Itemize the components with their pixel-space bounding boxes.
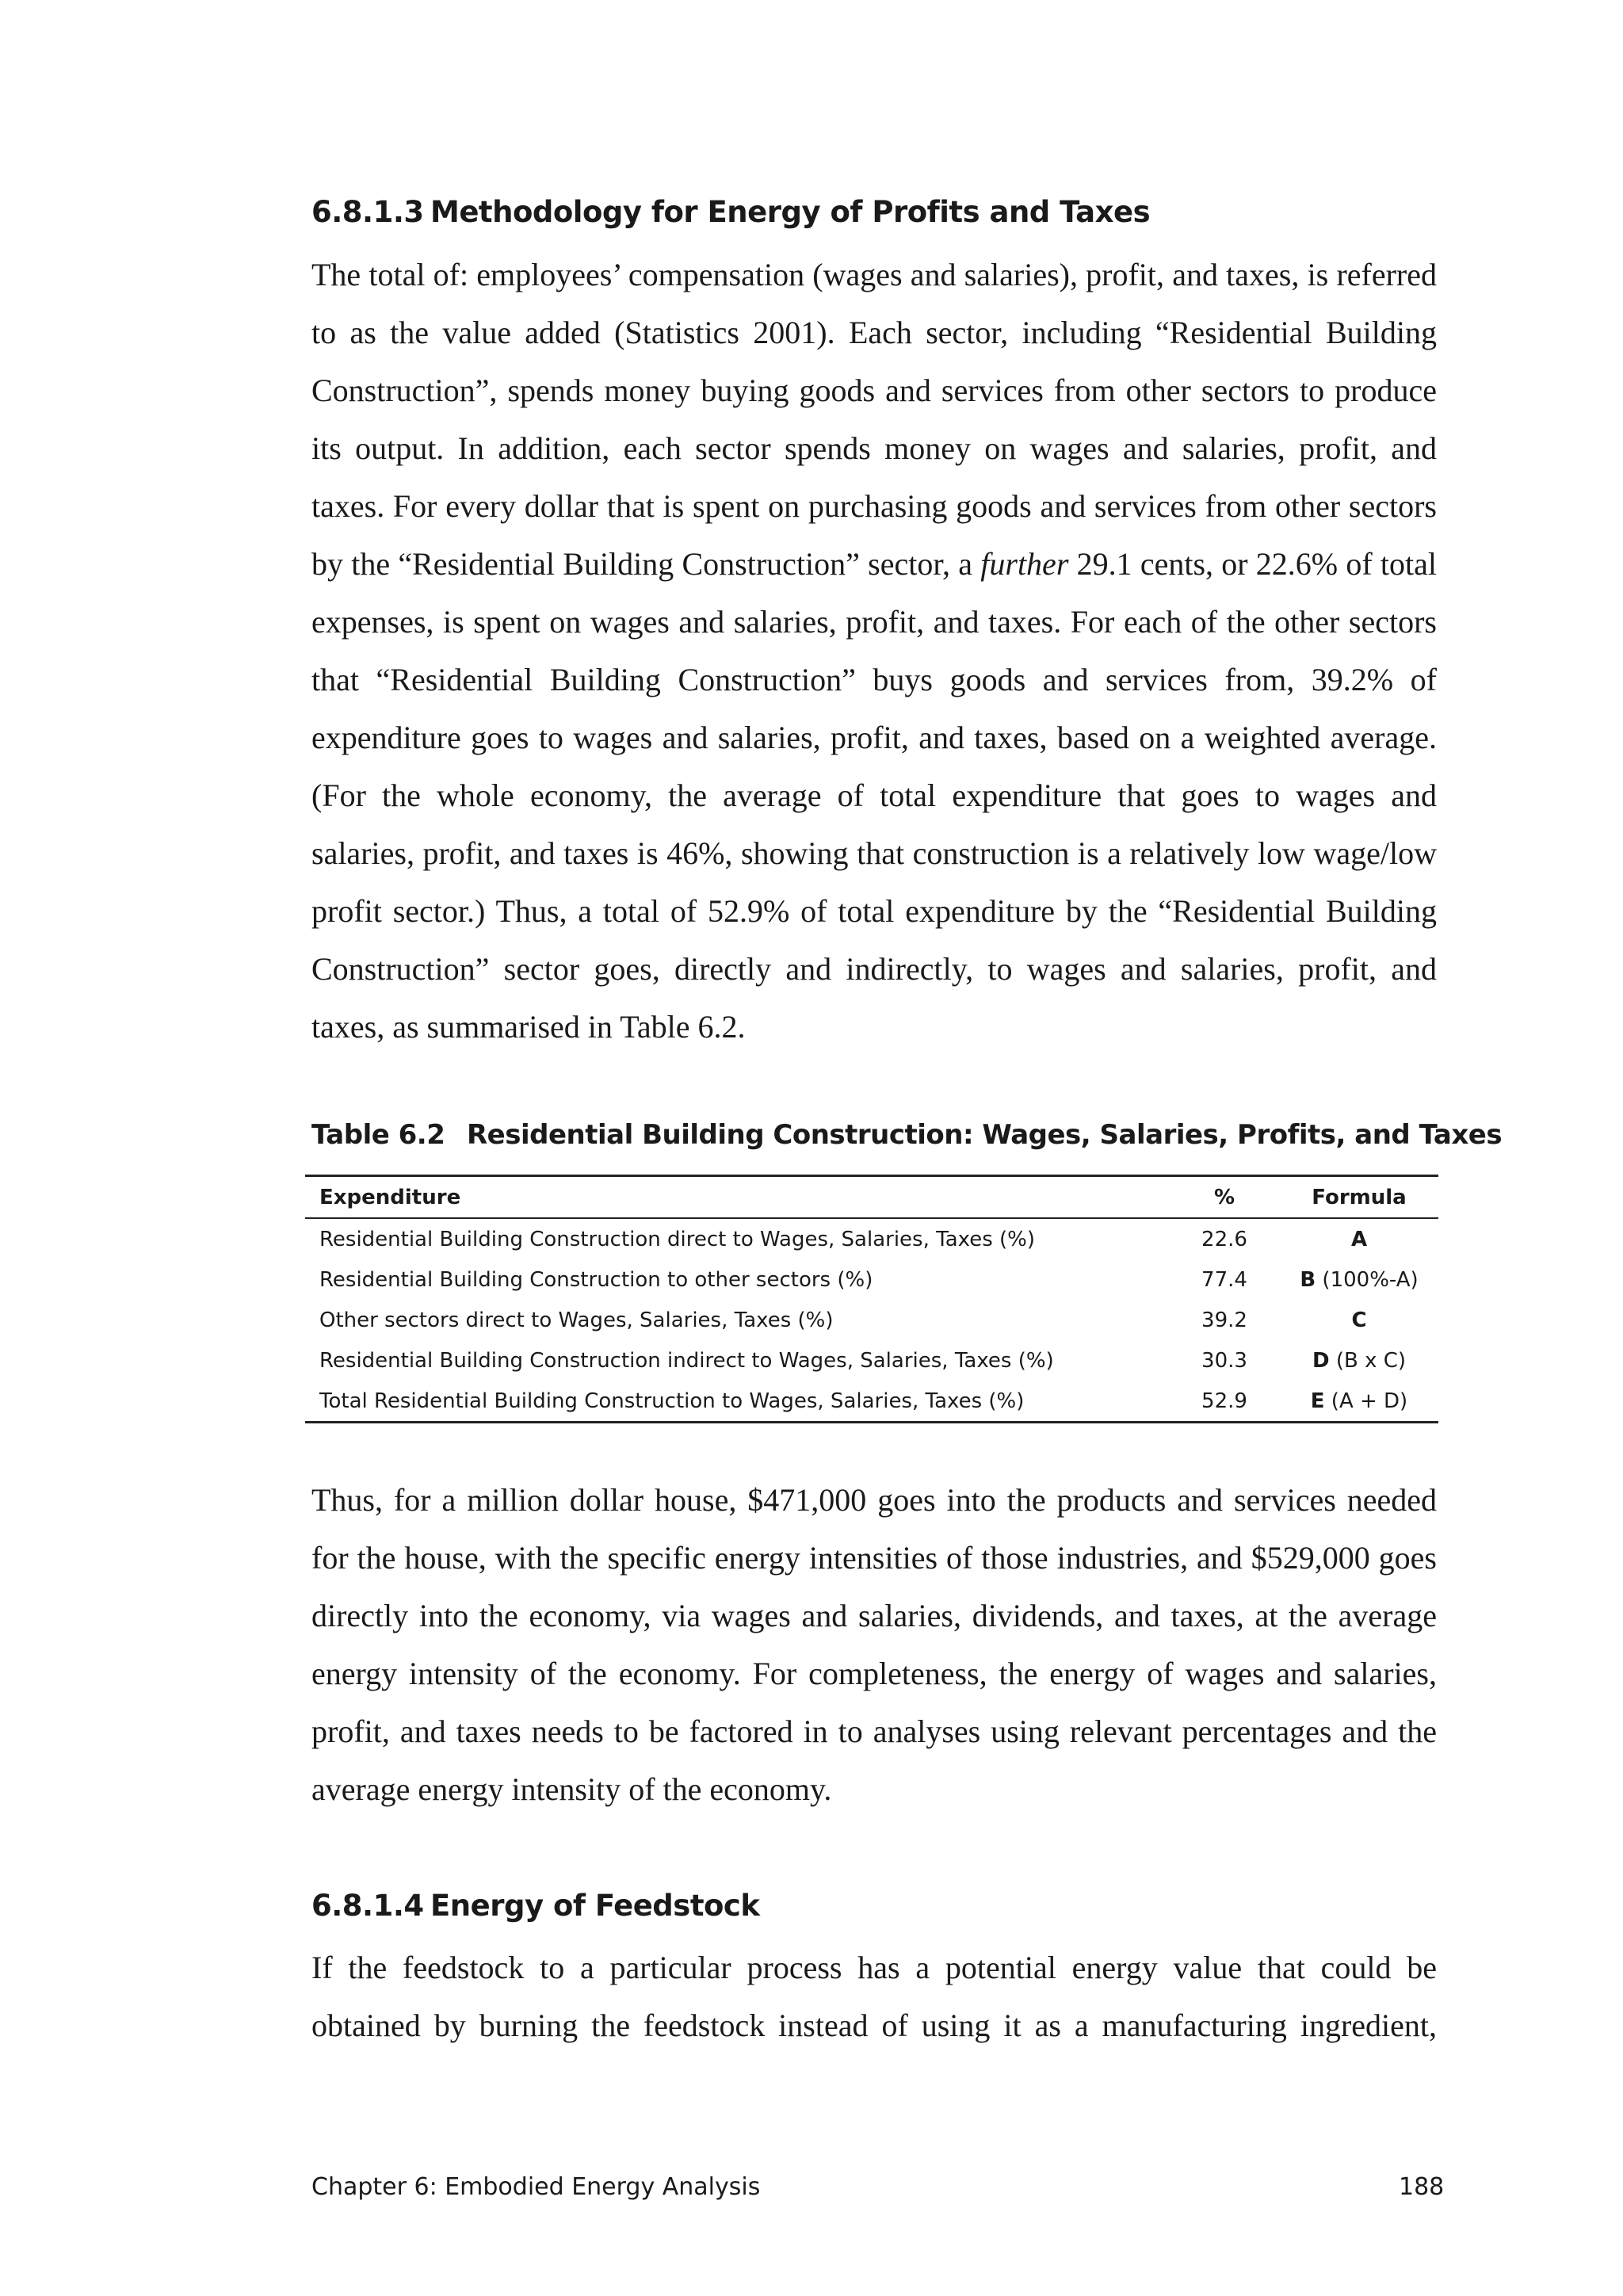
paragraph-text: The total of: employees’ compensation (wages and salaries), profit, and taxes, is referred to as the value added (Statistics 2001). Each sector, including “Residential Building Construction”, spends money buying goods and services from other sectors to produce its output. In addition, each sector spends money on wages and salaries, profit, and taxes. For every dollar that is spent on purchasing goods and services from other sectors by the “Residential Building Construction” sector, a: [311, 257, 1437, 582]
table-row: [305, 1300, 1438, 1340]
section-heading-6-8-1-3: [311, 195, 1150, 229]
header-expenditure: Expenditure: [319, 1185, 461, 1209]
expenditure-cell: Residential Building Construction direct to Wages, Salaries, Taxes (%): [319, 1227, 1036, 1251]
expenditure-cell: Residential Building Construction to other sectors (%): [319, 1267, 873, 1292]
header-formula: Formula: [1312, 1185, 1407, 1209]
formula-expression: (100%-A): [1316, 1267, 1419, 1292]
formula-expression: (A + D): [1324, 1389, 1408, 1413]
formula-expression: (B x C): [1329, 1348, 1407, 1373]
paragraph-million-dollar-house: Thus, for a million dollar house, $471,000 goes into the products and services needed for the house, with the specific energy intensities of those industries, and $529,000 goes directly into the economy, via wages and salaries, dividends, and taxes, at the average energy intensity of the economy. For completeness, the energy of wages and salaries, profit, and taxes needs to be factored in to analyses using relevant percentages and the average energy intensity of the economy.: [311, 1482, 1437, 1807]
formula-letter: C: [1351, 1308, 1367, 1332]
page-number: 188: [1399, 2173, 1445, 2201]
paragraph-value-added: [311, 246, 1437, 1056]
wages-salaries-table: [305, 1175, 1438, 1423]
header-percent: %: [1213, 1185, 1235, 1209]
percent-cell: 39.2: [1201, 1308, 1247, 1332]
table-header-row: [305, 1176, 1438, 1219]
formula-letter: E: [1310, 1389, 1325, 1413]
section-number: 6.8.1.4: [311, 1889, 424, 1923]
expenditure-cell: Residential Building Construction indirect to Wages, Salaries, Taxes (%): [319, 1348, 1054, 1373]
percent-cell: 22.6: [1201, 1227, 1247, 1251]
table-row: [305, 1259, 1438, 1300]
formula-cell: [1280, 1381, 1438, 1423]
paragraph-feedstock: If the feedstock to a particular process has a potential energy value that could be obtained by burning the feedstock instead of using it as a manufacturing ingredient,: [311, 1950, 1437, 2043]
formula-cell: [1280, 1340, 1438, 1381]
table-row: [305, 1340, 1438, 1381]
formula-letter: B: [1300, 1267, 1316, 1292]
section-heading-6-8-1-4: [311, 1889, 759, 1923]
percent-cell: 52.9: [1201, 1389, 1247, 1413]
expenditure-cell: Total Residential Building Construction to Wages, Salaries, Taxes (%): [319, 1389, 1025, 1413]
formula-letter: A: [1350, 1227, 1368, 1251]
table-row: [305, 1218, 1438, 1259]
section-number: 6.8.1.3: [311, 195, 424, 229]
formula-cell: [1280, 1218, 1438, 1259]
paragraph-text-continued: 29.1 cents, or 22.6% of total expenses, is spent on wages and salaries, profit, and taxes. For each of the other sectors that “Residential Building Construction” buys goods and services from, 39.2% of expenditure goes to wages and salaries, profit, and taxes, based on a weighted average. (For the whole economy, the average of total expenditure that goes to wages and salaries, profit, and taxes is 46%, showing that construction is a relatively low wage/low profit sector.) Thus, a total of 52.9% of total expenditure by the “Residential Building Construction” sector goes, directly and indirectly, to wages and salaries, profit, and taxes, as summarised in Table 6.2.: [311, 546, 1437, 1045]
formula-cell: [1280, 1259, 1438, 1300]
section-title: Energy of Feedstock: [430, 1889, 760, 1923]
section-title: Methodology for Energy of Profits and Taxes: [430, 195, 1151, 229]
italic-emphasis: further: [980, 546, 1069, 582]
expenditure-cell: Other sectors direct to Wages, Salaries, Taxes (%): [319, 1308, 834, 1332]
formula-letter: D: [1312, 1348, 1330, 1373]
table-row: [305, 1381, 1438, 1423]
percent-cell: 30.3: [1201, 1348, 1247, 1373]
percent-cell: 77.4: [1201, 1267, 1247, 1292]
footer-chapter: Chapter 6: Embodied Energy Analysis: [311, 2173, 761, 2201]
table-caption: [311, 1119, 1502, 1151]
formula-cell: [1280, 1300, 1438, 1340]
table-label: Table 6.2: [311, 1119, 445, 1151]
table-title: Residential Building Construction: Wages, Salaries, Profits, and Taxes: [467, 1119, 1503, 1151]
